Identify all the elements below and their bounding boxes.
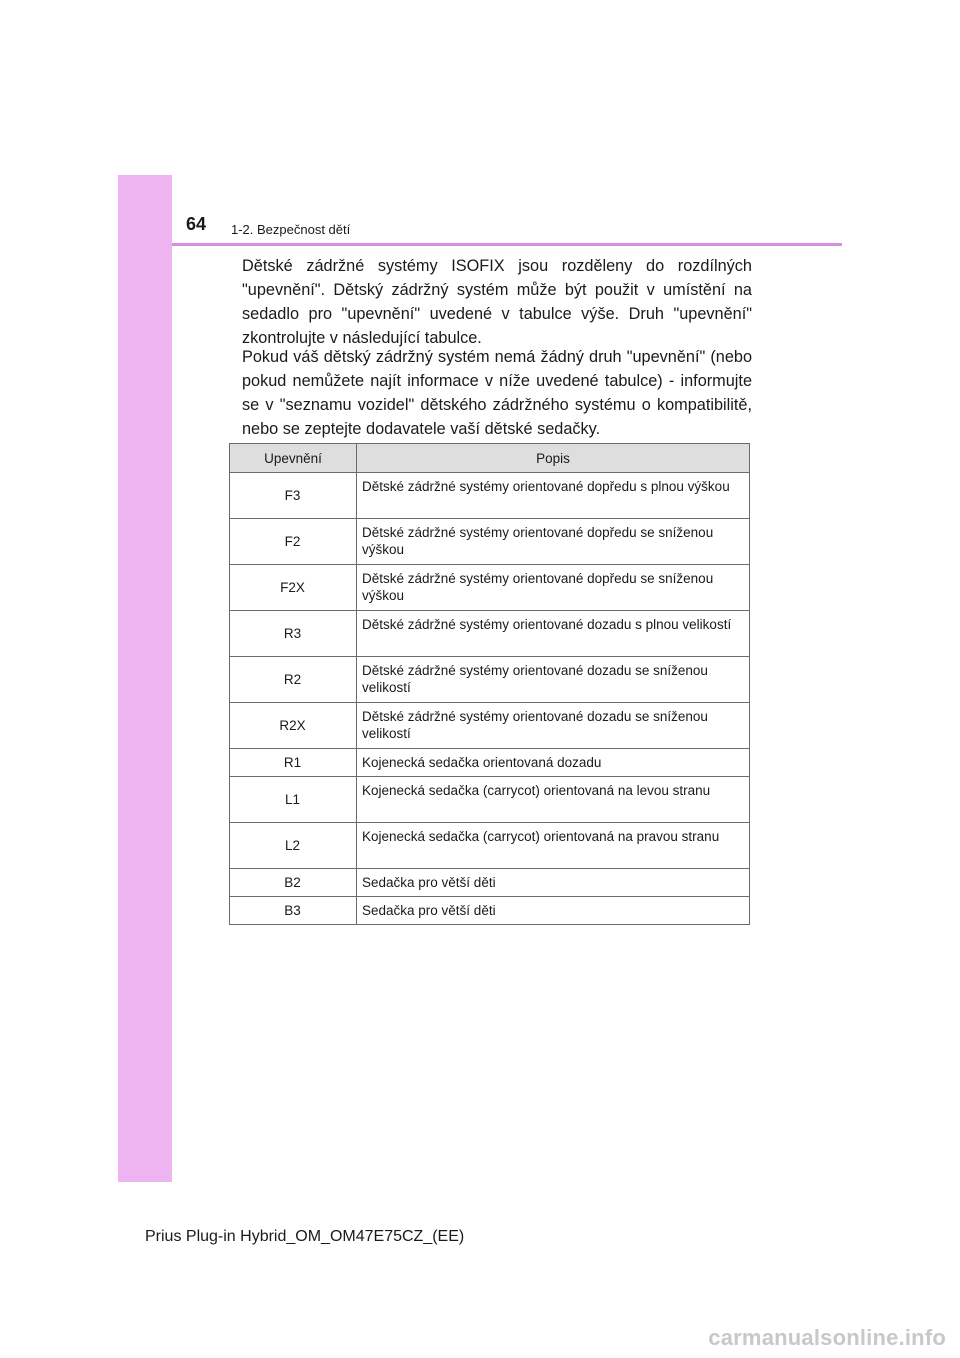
table-row — [230, 897, 750, 925]
document-footer: Prius Plug-in Hybrid_OM_OM47E75CZ_(EE) — [145, 1228, 465, 1245]
table-row — [230, 519, 750, 565]
fixture-code: L1 — [230, 777, 357, 823]
fixture-code: B3 — [230, 897, 357, 925]
page-number: 64 — [186, 214, 207, 234]
fixture-description: Dětské zádržné systémy orientované dopředu se sníženou výškou — [357, 565, 750, 611]
fixture-description: Kojenecká sedačka (carrycot) orientovaná na levou stranu — [357, 777, 750, 823]
side-color-band — [118, 175, 172, 1182]
fixture-description: Dětské zádržné systémy orientované dopředu se sníženou výškou — [357, 519, 750, 565]
table-header-row — [230, 444, 750, 473]
fixture-code: R2 — [230, 657, 357, 703]
watermark: carmanualsonline.info — [708, 1325, 946, 1350]
fixture-description: Dětské zádržné systémy orientované dozadu se sníženou velikostí — [357, 657, 750, 703]
fixture-description: Sedačka pro větší děti — [357, 869, 750, 897]
table-row — [230, 749, 750, 777]
table-row — [230, 823, 750, 869]
section-title: 1-2. Bezpečnost dětí — [231, 222, 351, 237]
table-row — [230, 703, 750, 749]
intro-paragraph: Dětské zádržné systémy ISOFIX jsou rozděleny do rozdílných "upevnění". Dětský zádržný systém může být použit v umístění na sedadlo pro "upevnění" uvedené v tabulce výše. Druh "upevnění" zkontrolujte v následující tabulce. — [242, 257, 752, 347]
fixture-code: R2X — [230, 703, 357, 749]
column-header-fixture: Upevnění — [230, 444, 357, 473]
fixture-code: R1 — [230, 749, 357, 777]
header-divider — [172, 243, 842, 246]
table-row — [230, 869, 750, 897]
table-row — [230, 777, 750, 823]
info-paragraph: Pokud váš dětský zádržný systém nemá žádný druh "upevnění" (nebo pokud nemůžete najít informace v níže uvedené tabulce) - informujte se v "seznamu vozidel" dětského zádržného systému o kompatibilitě, nebo se zeptejte dodavatele vaší dětské sedačky. — [242, 348, 752, 438]
fixture-code: L2 — [230, 823, 357, 869]
fixture-table — [229, 443, 750, 925]
fixture-description: Dětské zádržné systémy orientované dopředu s plnou výškou — [357, 473, 750, 519]
fixture-code: F3 — [230, 473, 357, 519]
table-row — [230, 565, 750, 611]
fixture-description: Dětské zádržné systémy orientované dozadu s plnou velikostí — [357, 611, 750, 657]
table-row — [230, 657, 750, 703]
fixture-code: F2 — [230, 519, 357, 565]
fixture-description: Sedačka pro větší děti — [357, 897, 750, 925]
fixture-description: Kojenecká sedačka (carrycot) orientovaná na pravou stranu — [357, 823, 750, 869]
table-row — [230, 473, 750, 519]
fixture-description: Kojenecká sedačka orientovaná dozadu — [357, 749, 750, 777]
fixture-code: R3 — [230, 611, 357, 657]
fixture-description: Dětské zádržné systémy orientované dozadu se sníženou velikostí — [357, 703, 750, 749]
column-header-description: Popis — [357, 444, 750, 473]
fixture-code: F2X — [230, 565, 357, 611]
fixture-code: B2 — [230, 869, 357, 897]
table-row — [230, 611, 750, 657]
